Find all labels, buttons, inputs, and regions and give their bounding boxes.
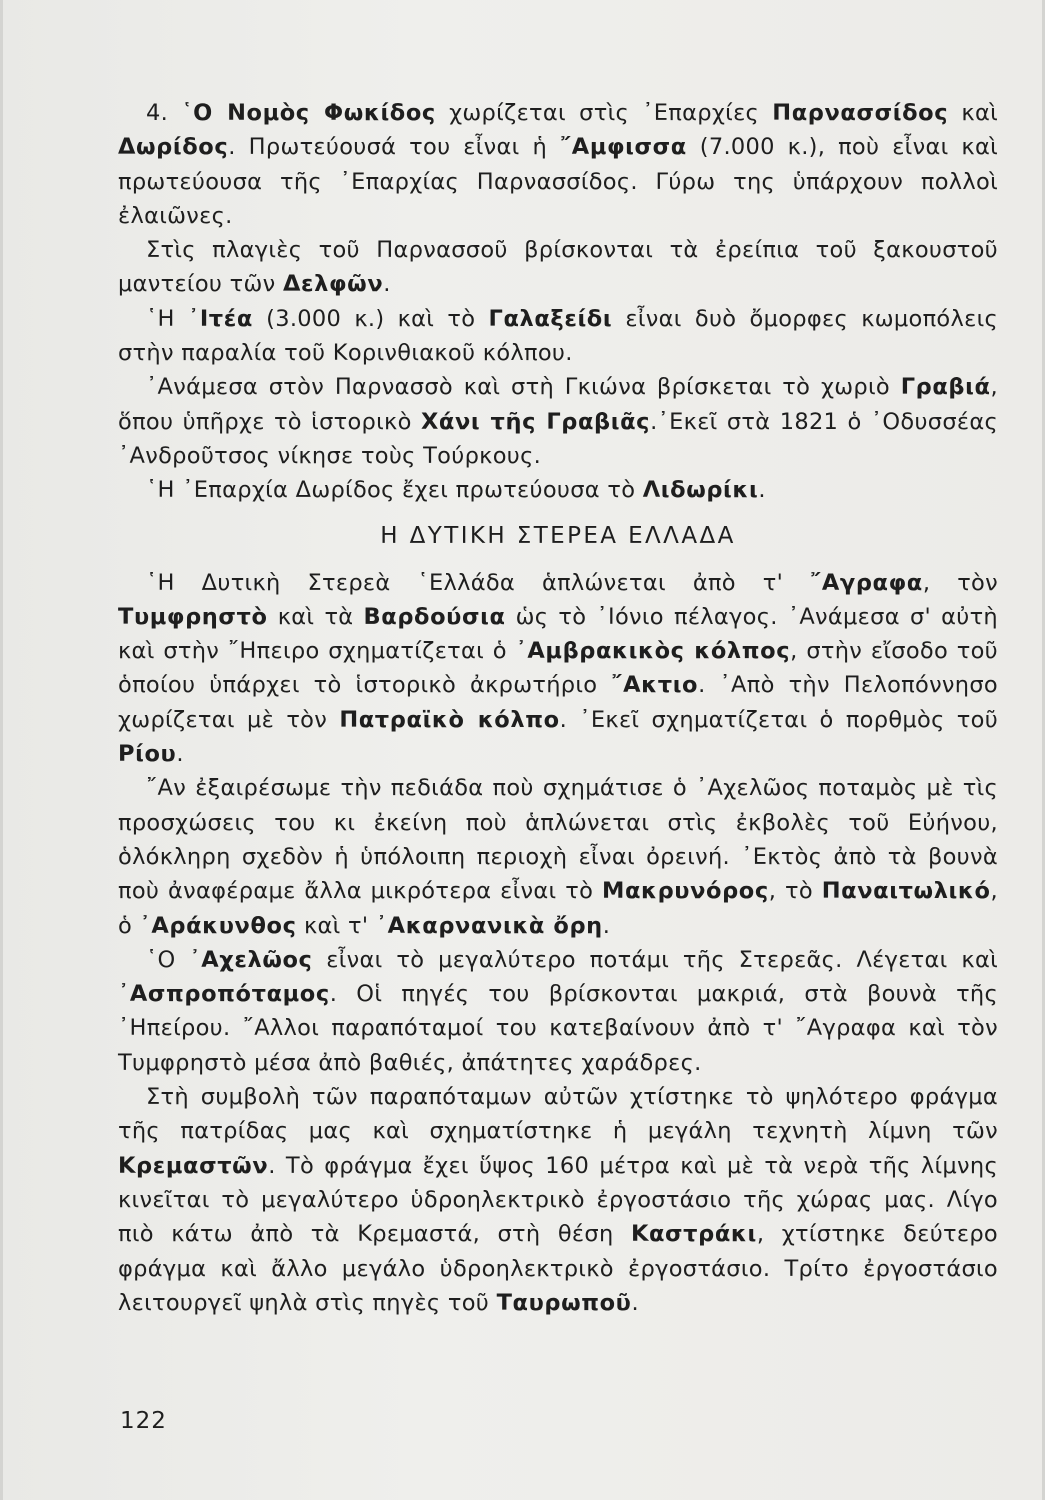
bold-term: ᾿Ιτέα bbox=[187, 305, 253, 332]
text-run: . ᾿Απὸ τὴν Πελοπόννησο χωρίζεται μὲ τὸν bbox=[118, 672, 998, 733]
text-run: . ᾿Εκεῖ σχηματίζεται ὁ πορθμὸς τοῦ bbox=[559, 706, 999, 733]
text-run: ῾Η ᾿Επαρχία Δωρίδος ἔχει πρωτεύουσα τὸ bbox=[146, 477, 643, 504]
text-run: καὶ bbox=[948, 100, 998, 126]
bold-term: Δωρίδος bbox=[118, 134, 229, 161]
text-run: εἶναι τὸ μεγαλύτερο ποτάμι τῆς Στερεᾶς. Λέγεται καὶ bbox=[312, 946, 998, 973]
paragraph-p8 bbox=[118, 943, 998, 1080]
text-run: . bbox=[602, 912, 611, 939]
paragraph-p6 bbox=[118, 566, 998, 772]
text-run: .᾿Εκεῖ στὰ 1821 ὁ ᾿Οδυσσέας ᾿Ανδροῦτσος νίκησε τοὺς Τούρκους. bbox=[118, 408, 998, 469]
text-run: , τὸ bbox=[768, 878, 822, 905]
text-run: . bbox=[383, 271, 391, 298]
bold-term: Γραβιά bbox=[900, 374, 991, 401]
bold-term: ῎Ακτιο bbox=[611, 672, 699, 699]
text-run: (7.000 κ.), ποὺ εἶναι καὶ πρωτεύουσα τῆς ᾿Επαρχίας Παρνασσίδος. Γύρω της ὑπάρχουν πολλοὶ ἐλαιῶνες. bbox=[118, 134, 998, 229]
paragraph-p4 bbox=[118, 370, 998, 473]
bold-term: ᾿Ακαρνανικὰ ὄρη bbox=[375, 912, 603, 939]
bold-term: ᾿Ασπροπόταμος bbox=[118, 981, 330, 1008]
text-run: ῎Αν ἐξαιρέσωμε τὴν πεδιάδα ποὺ σχημάτισε ὁ ᾿Αχελῶος ποταμὸς μὲ τὶς προσχώσεις του κι ἐκείνη ποὺ ἁπλώνεται στὶς ἐκβολὲς τοῦ Εὐήνου, ὁλόκληρη σχεδὸν ἡ ὑπόλοιπη περιοχὴ εἶναι ὀρεινή. ᾿Εκτὸς ἀπὸ τὰ βουνὰ ποὺ ἀναφέραμε ἄλλα μικρότερα εἶναι τὸ bbox=[118, 775, 998, 905]
bold-term: Δελφῶν bbox=[282, 271, 384, 298]
text-run: ῾Η bbox=[146, 305, 188, 332]
bold-term: ῎Αμφισσα bbox=[559, 134, 687, 161]
section-heading: Η ΔΥΤΙΚΗ ΣΤΕΡΕΑ ΕΛΛΑΔΑ bbox=[380, 522, 736, 549]
bold-term: ῾Ο Νομὸς Φωκίδος bbox=[181, 100, 436, 126]
text-run: Στὶς πλαγιὲς τοῦ Παρνασσοῦ βρίσκονται τὰ ἐρείπια τοῦ ξακουστοῦ μαντείου τῶν bbox=[118, 237, 998, 298]
bold-term: Γαλαξείδι bbox=[488, 305, 613, 332]
text-run: καὶ τὰ bbox=[267, 603, 364, 630]
text-run: , ὁ bbox=[118, 878, 998, 939]
bold-term: Μακρυνόρος bbox=[601, 878, 769, 905]
text-run: . bbox=[758, 477, 766, 504]
bold-term: Καστράκι bbox=[630, 1221, 757, 1248]
text-column bbox=[118, 96, 998, 1320]
text-run: ῾Η Δυτικὴ Στερεὰ ῾Ελλάδα ἁπλώνεται ἀπὸ τ' bbox=[146, 569, 811, 596]
text-run: ῾Ο bbox=[146, 946, 190, 973]
text-run: . Οἱ πηγές του βρίσκονται μακριά, στὰ βουνὰ τῆς ᾿Ηπείρου. ῎Αλλοι παραπόταμοί του κατεβαίνουν ἀπὸ τ' ῎Αγραφα καὶ τὸν Τυμφρηστὸ μέσα ἀπὸ βαθιές, ἀπάτητες χαράδρες. bbox=[118, 981, 998, 1076]
bold-term: Παναιτωλικό bbox=[821, 878, 991, 905]
bold-term: Κρεμαστῶν bbox=[118, 1152, 269, 1179]
text-run: 4. bbox=[146, 100, 182, 126]
text-run: (3.000 κ.) καὶ τὸ bbox=[252, 305, 489, 332]
page-number: 122 bbox=[120, 1408, 167, 1434]
bold-term: ῎Αγραφα bbox=[810, 569, 923, 596]
bold-term: ᾿Αράκυνθος bbox=[139, 912, 297, 939]
western-sterea-section bbox=[118, 566, 998, 1321]
bold-term: Ρίου bbox=[118, 741, 177, 768]
text-run: , ὅπου ὑπῆρχε τὸ ἱστορικὸ bbox=[118, 374, 998, 435]
text-run: , χτίστηκε δεύτερο φράγμα καὶ ἄλλο μεγάλο ὑδροηλεκτρικὸ ἐργοστάσιο. Τρίτο ἐργοστάσιο λειτουργεῖ ψηλὰ στὶς πηγὲς τοῦ bbox=[118, 1221, 998, 1316]
bold-term: Πατραϊκὸ κόλπο bbox=[339, 706, 560, 733]
paragraph-p5 bbox=[118, 473, 998, 507]
paragraph-p2 bbox=[118, 233, 998, 302]
text-run: χωρίζεται στὶς ᾿Επαρχίες bbox=[435, 100, 773, 126]
text-run: . bbox=[631, 1289, 639, 1316]
text-run: ὡς τὸ ᾿Ιόνιο πέλαγος. ᾿Ανάμεσα σ' αὐτὴ καὶ στὴν ῎Ηπειρο σχηματίζεται ὁ bbox=[118, 603, 998, 665]
bold-term: Βαρδούσια bbox=[363, 603, 506, 630]
text-run: ᾿Ανάμεσα στὸν Παρνασσὸ καὶ στὴ Γκιώνα βρίσκεται τὸ χωριὸ bbox=[146, 374, 901, 401]
text-run: εἶναι δυὸ ὄμορφες κωμοπόλεις στὴν παραλία τοῦ Κορινθιακοῦ κόλπου. bbox=[118, 305, 998, 367]
bold-term: Χάνι τῆς Γραβιᾶς bbox=[420, 408, 651, 435]
text-run: , στὴν εἴσοδο τοῦ ὁποίου ὑπάρχει τὸ ἱστορικὸ ἀκρωτήριο bbox=[118, 638, 998, 699]
text-run: Στὴ συμβολὴ τῶν παραπόταμων αὐτῶν χτίστηκε τὸ ψηλότερο φράγμα τῆς πατρίδας μας καὶ σχηματίστηκε ἡ μεγάλη τεχνητὴ λίμνη τῶν bbox=[118, 1084, 998, 1145]
bold-term: ᾿Αχελῶος bbox=[189, 946, 313, 973]
paragraph-p1 bbox=[118, 96, 998, 233]
text-run: . bbox=[176, 741, 184, 768]
paragraph-p3 bbox=[118, 302, 998, 371]
phocis-section bbox=[118, 96, 998, 508]
paragraph-p9 bbox=[118, 1080, 998, 1320]
bold-term: ᾿Αμβρακικὸς κόλπος bbox=[515, 638, 791, 665]
text-run: , τὸν bbox=[922, 569, 998, 596]
bold-term: Ταυρωποῦ bbox=[496, 1289, 632, 1316]
page-left-edge bbox=[0, 0, 3, 1500]
bold-term: Τυμφρηστὸ bbox=[118, 603, 268, 630]
bold-term: Λιδωρίκι bbox=[642, 477, 759, 504]
paragraph-p7 bbox=[118, 771, 998, 942]
text-run: . Πρωτεύουσά του εἶναι ἡ bbox=[228, 134, 560, 161]
text-run: . Τὸ φράγμα ἔχει ὕψος 160 μέτρα καὶ μὲ τὰ νερὰ τῆς λίμνης κινεῖται τὸ μεγαλύτερο ὑδροηλεκτρικὸ ἐργοστάσιο τῆς χώρας μας. Λίγο πιὸ κάτω ἀπὸ τὰ Κρεμαστά, στὴ θέση bbox=[118, 1152, 998, 1248]
text-run: καὶ τ' bbox=[296, 912, 376, 939]
bold-term: Παρνασσίδος bbox=[772, 100, 949, 126]
